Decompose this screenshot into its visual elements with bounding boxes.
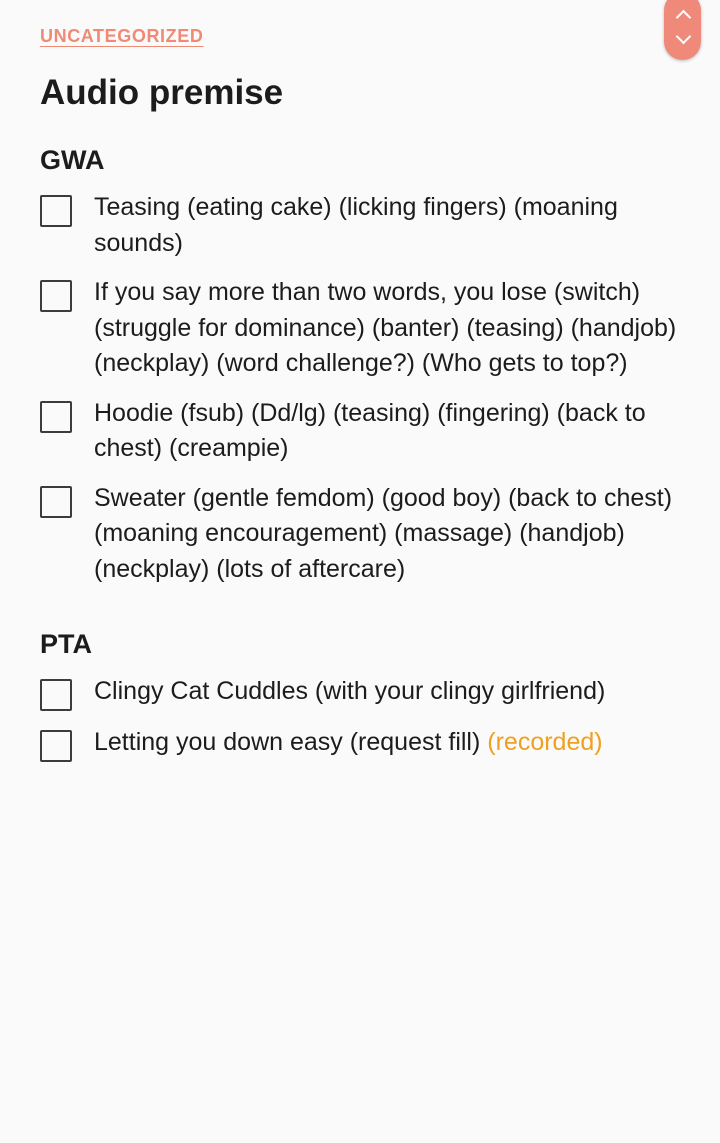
checklist-item[interactable] [40, 396, 680, 467]
checklist-item-text: Hoodie (fsub) (Dd/lg) (teasing) (fingering) (back to chest) (creampie) [94, 398, 646, 463]
checklist-item-label [94, 725, 680, 761]
checklist-item-label [94, 674, 680, 710]
checklist-item-label [94, 481, 680, 588]
checklist-item-text: Letting you down easy (request fill) [94, 728, 488, 757]
scroll-control[interactable] [664, 0, 701, 60]
checkbox-icon[interactable] [40, 730, 72, 762]
checklist-item-text: Teasing (eating cake) (licking fingers) (moaning sounds) [94, 193, 618, 257]
checkbox-icon[interactable] [40, 679, 72, 711]
sections-container [40, 145, 680, 762]
chevron-down-icon[interactable] [676, 33, 690, 41]
chevron-up-icon[interactable] [676, 11, 690, 19]
checklist-item-label [94, 275, 680, 382]
checkbox-icon[interactable] [40, 195, 72, 227]
checklist-item[interactable] [40, 275, 680, 382]
checklist-item-text: Sweater (gentle femdom) (good boy) (back to chest) (moaning encouragement) (massage) (handjob) (neckplay) (lots of aftercare) [94, 483, 673, 583]
checkbox-icon[interactable] [40, 280, 72, 312]
checklist-item-text: If you say more than two words, you lose (switch) (struggle for dominance) (banter) (teasing) (handjob) (neckplay) (word challenge?) (Who gets to top?) [94, 278, 677, 378]
checkbox-icon[interactable] [40, 486, 72, 518]
checklist-item-text: Clingy Cat Cuddles (with your clingy girlfriend) [94, 677, 606, 706]
checklist-item-label [94, 190, 680, 261]
checklist-item[interactable] [40, 481, 680, 588]
checkbox-icon[interactable] [40, 401, 72, 433]
section [40, 145, 680, 587]
page-title: Audio premise [40, 73, 284, 112]
checklist-item[interactable] [40, 725, 680, 762]
category-label[interactable]: UNCATEGORIZED [40, 26, 204, 46]
section-heading: PTA [40, 629, 92, 660]
checklist-item-label [94, 396, 680, 467]
checklist-item-highlight: (recorded) [487, 728, 603, 757]
checklist-item[interactable] [40, 190, 680, 261]
checklist-item[interactable] [40, 674, 680, 711]
section [40, 629, 680, 762]
section-heading: GWA [40, 145, 105, 176]
